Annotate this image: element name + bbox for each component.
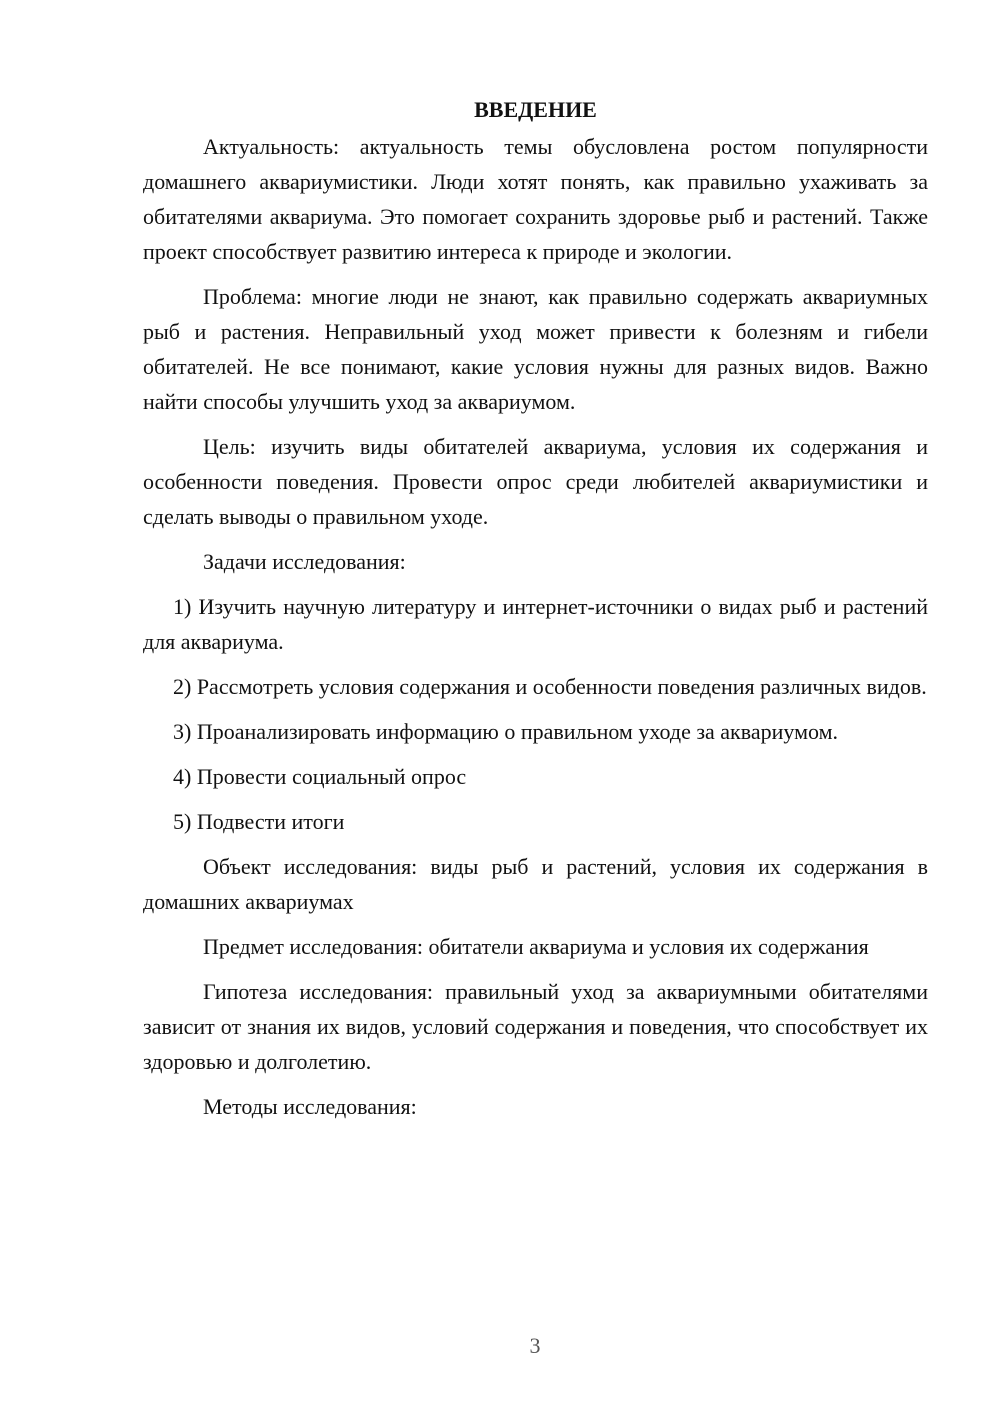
task-item-3: 3) Проанализировать информацию о правильном уходе за аквариумом. <box>173 719 839 744</box>
document-page <box>143 92 928 1134</box>
paragraph-object: Объект исследования: виды рыб и растений, условия их содержания в домашних аквариумах <box>143 854 928 914</box>
paragraph-tasks-heading: Задачи исследования: <box>203 549 406 574</box>
task-item-4: 4) Провести социальный опрос <box>173 764 467 789</box>
paragraph-subject: Предмет исследования: обитатели аквариума и условия их содержания <box>203 934 869 959</box>
task-item-1: 1) Изучить научную литературу и интернет-источники о видах рыб и растений для аквариума. <box>143 594 928 654</box>
page-number: 3 <box>529 1333 541 1358</box>
paragraph-hypothesis: Гипотеза исследования: правильный уход за аквариумными обитателями зависит от знания их видов, условий содержания и поведения, что способствует их здоровью и долголетию. <box>143 979 928 1074</box>
task-item-5: 5) Подвести итоги <box>173 809 345 834</box>
paragraph-methods: Методы исследования: <box>203 1094 417 1119</box>
paragraph-goal: Цель: изучить виды обитателей аквариума, условия их содержания и особенности поведения. Провести опрос среди любителей аквариумистики и сделать выводы о правильном уходе. <box>143 434 928 529</box>
section-heading: ВВЕДЕНИЕ <box>474 97 597 122</box>
task-item-2: 2) Рассмотреть условия содержания и особенности поведения различных видов. <box>173 674 927 699</box>
paragraph-problem: Проблема: многие люди не знают, как правильно содержать аквариумных рыб и растения. Неправильный уход может привести к болезням и гибели обитателей. Не все понимают, какие условия нужны для разных видов. Важно найти способы улучшить уход за аквариумом. <box>143 284 928 414</box>
paragraph-relevance: Актуальность: актуальность темы обусловлена ростом популярности домашнего аквариумистики. Люди хотят понять, как правильно ухаживать за обитателями аквариума. Это помогает сохранить здоровье рыб и растений. Также проект способствует развитию интереса к природе и экологии. <box>143 134 928 264</box>
